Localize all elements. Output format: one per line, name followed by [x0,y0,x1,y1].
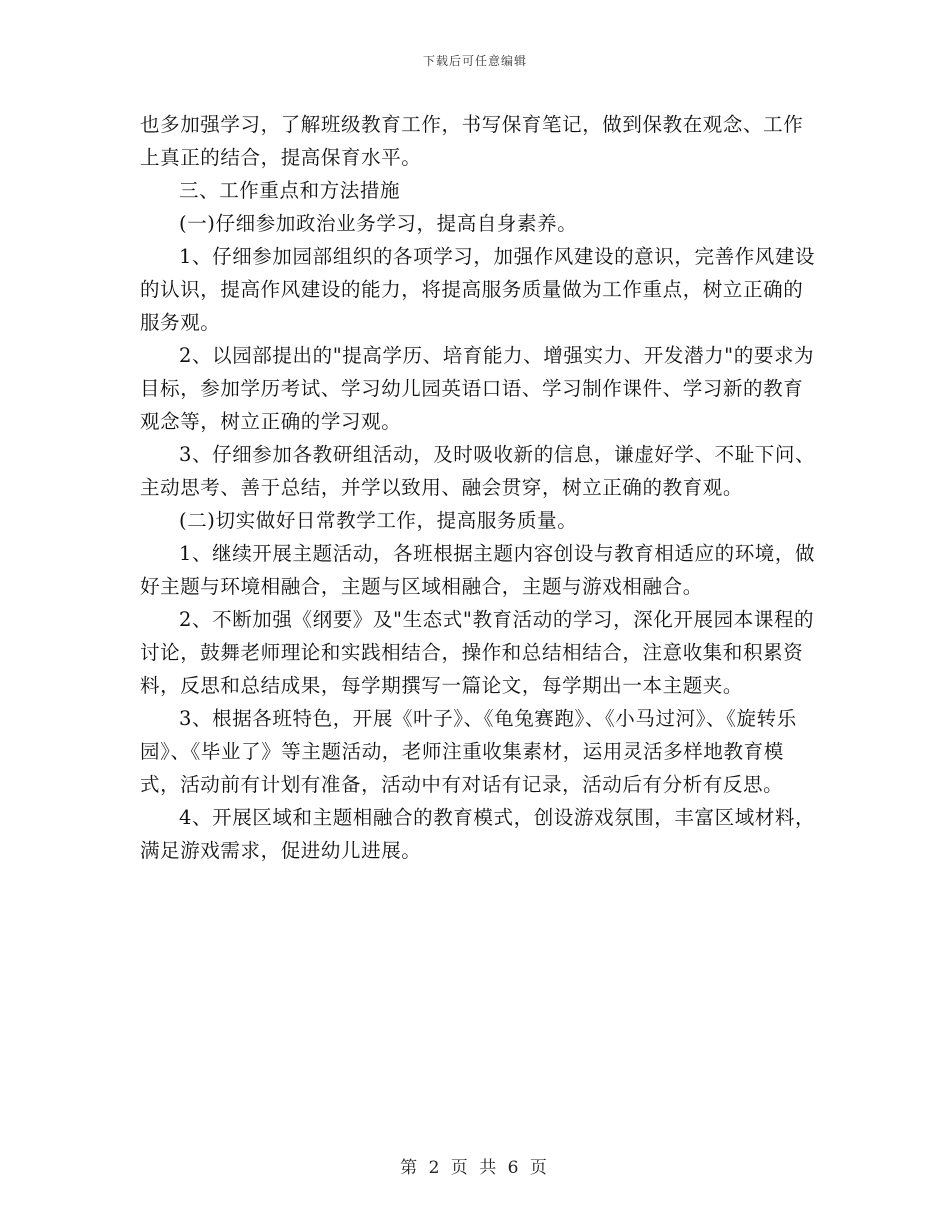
paragraph: 也多加强学习，了解班级教育工作，书写保育笔记，做到保教在观念、工作上真正的结合，提高保育水平。 [140,113,804,169]
document-body [140,108,820,867]
paragraph: 3、仔细参加各教研组活动，及时吸收新的信息，谦虚好学、不耻下问、主动思考、善于总结，并学以致用、融会贯穿，树立正确的教育观。 [140,443,816,499]
paragraph: 2、不断加强《纲要》及"生态式"教育活动的学习，深化开展园本课程的讨论，鼓舞老师理论和实践相结合，操作和总结相结合，注意收集和积累资料，反思和总结成果，每学期撰写一篇论文，每学期出一本主题夹。 [140,608,815,697]
page-number-footer: 第 2 页 共 6 页 [400,1158,550,1178]
subsection-heading: (二)切实做好日常教学工作，提高服务质量。 [179,509,578,532]
section-heading: 三、工作重点和方法措施 [179,179,401,202]
paragraph: 3、根据各班特色，开展《叶子》、《龟兔赛跑》、《小马过河》、《旋转乐园》、《毕业了》等主题活动，老师注重收集素材，运用灵活多样地教育模式，活动前有计划有准备，活动中有对话有记录，活动后有分析有反思。 [140,707,797,796]
page-header-note: 下载后可任意编辑 [422,54,527,68]
paragraph: 2、以园部提出的"提高学历、培育能力、增强实力、开发潜力"的要求为目标，参加学历考试、学习幼儿园英语口语、学习制作课件、学习新的教育观念等，树立正确的学习观。 [140,344,815,433]
paragraph: 1、仔细参加园部组织的各项学习，加强作风建设的意识，完善作风建设的认识，提高作风建设的能力，将提高服务质量做为工作重点，树立正确的服务观。 [140,245,816,334]
paragraph: 4、开展区域和主题相融合的教育模式，创设游戏氛围，丰富区域材料，满足游戏需求，促进幼儿进展。 [140,806,816,862]
subsection-heading: (一)仔细参加政治业务学习，提高自身素养。 [179,212,578,235]
paragraph: 1、继续开展主题活动，各班根据主题内容创设与教育相适应的环境，做好主题与环境相融合，主题与区域相融合，主题与游戏相融合。 [140,542,816,598]
